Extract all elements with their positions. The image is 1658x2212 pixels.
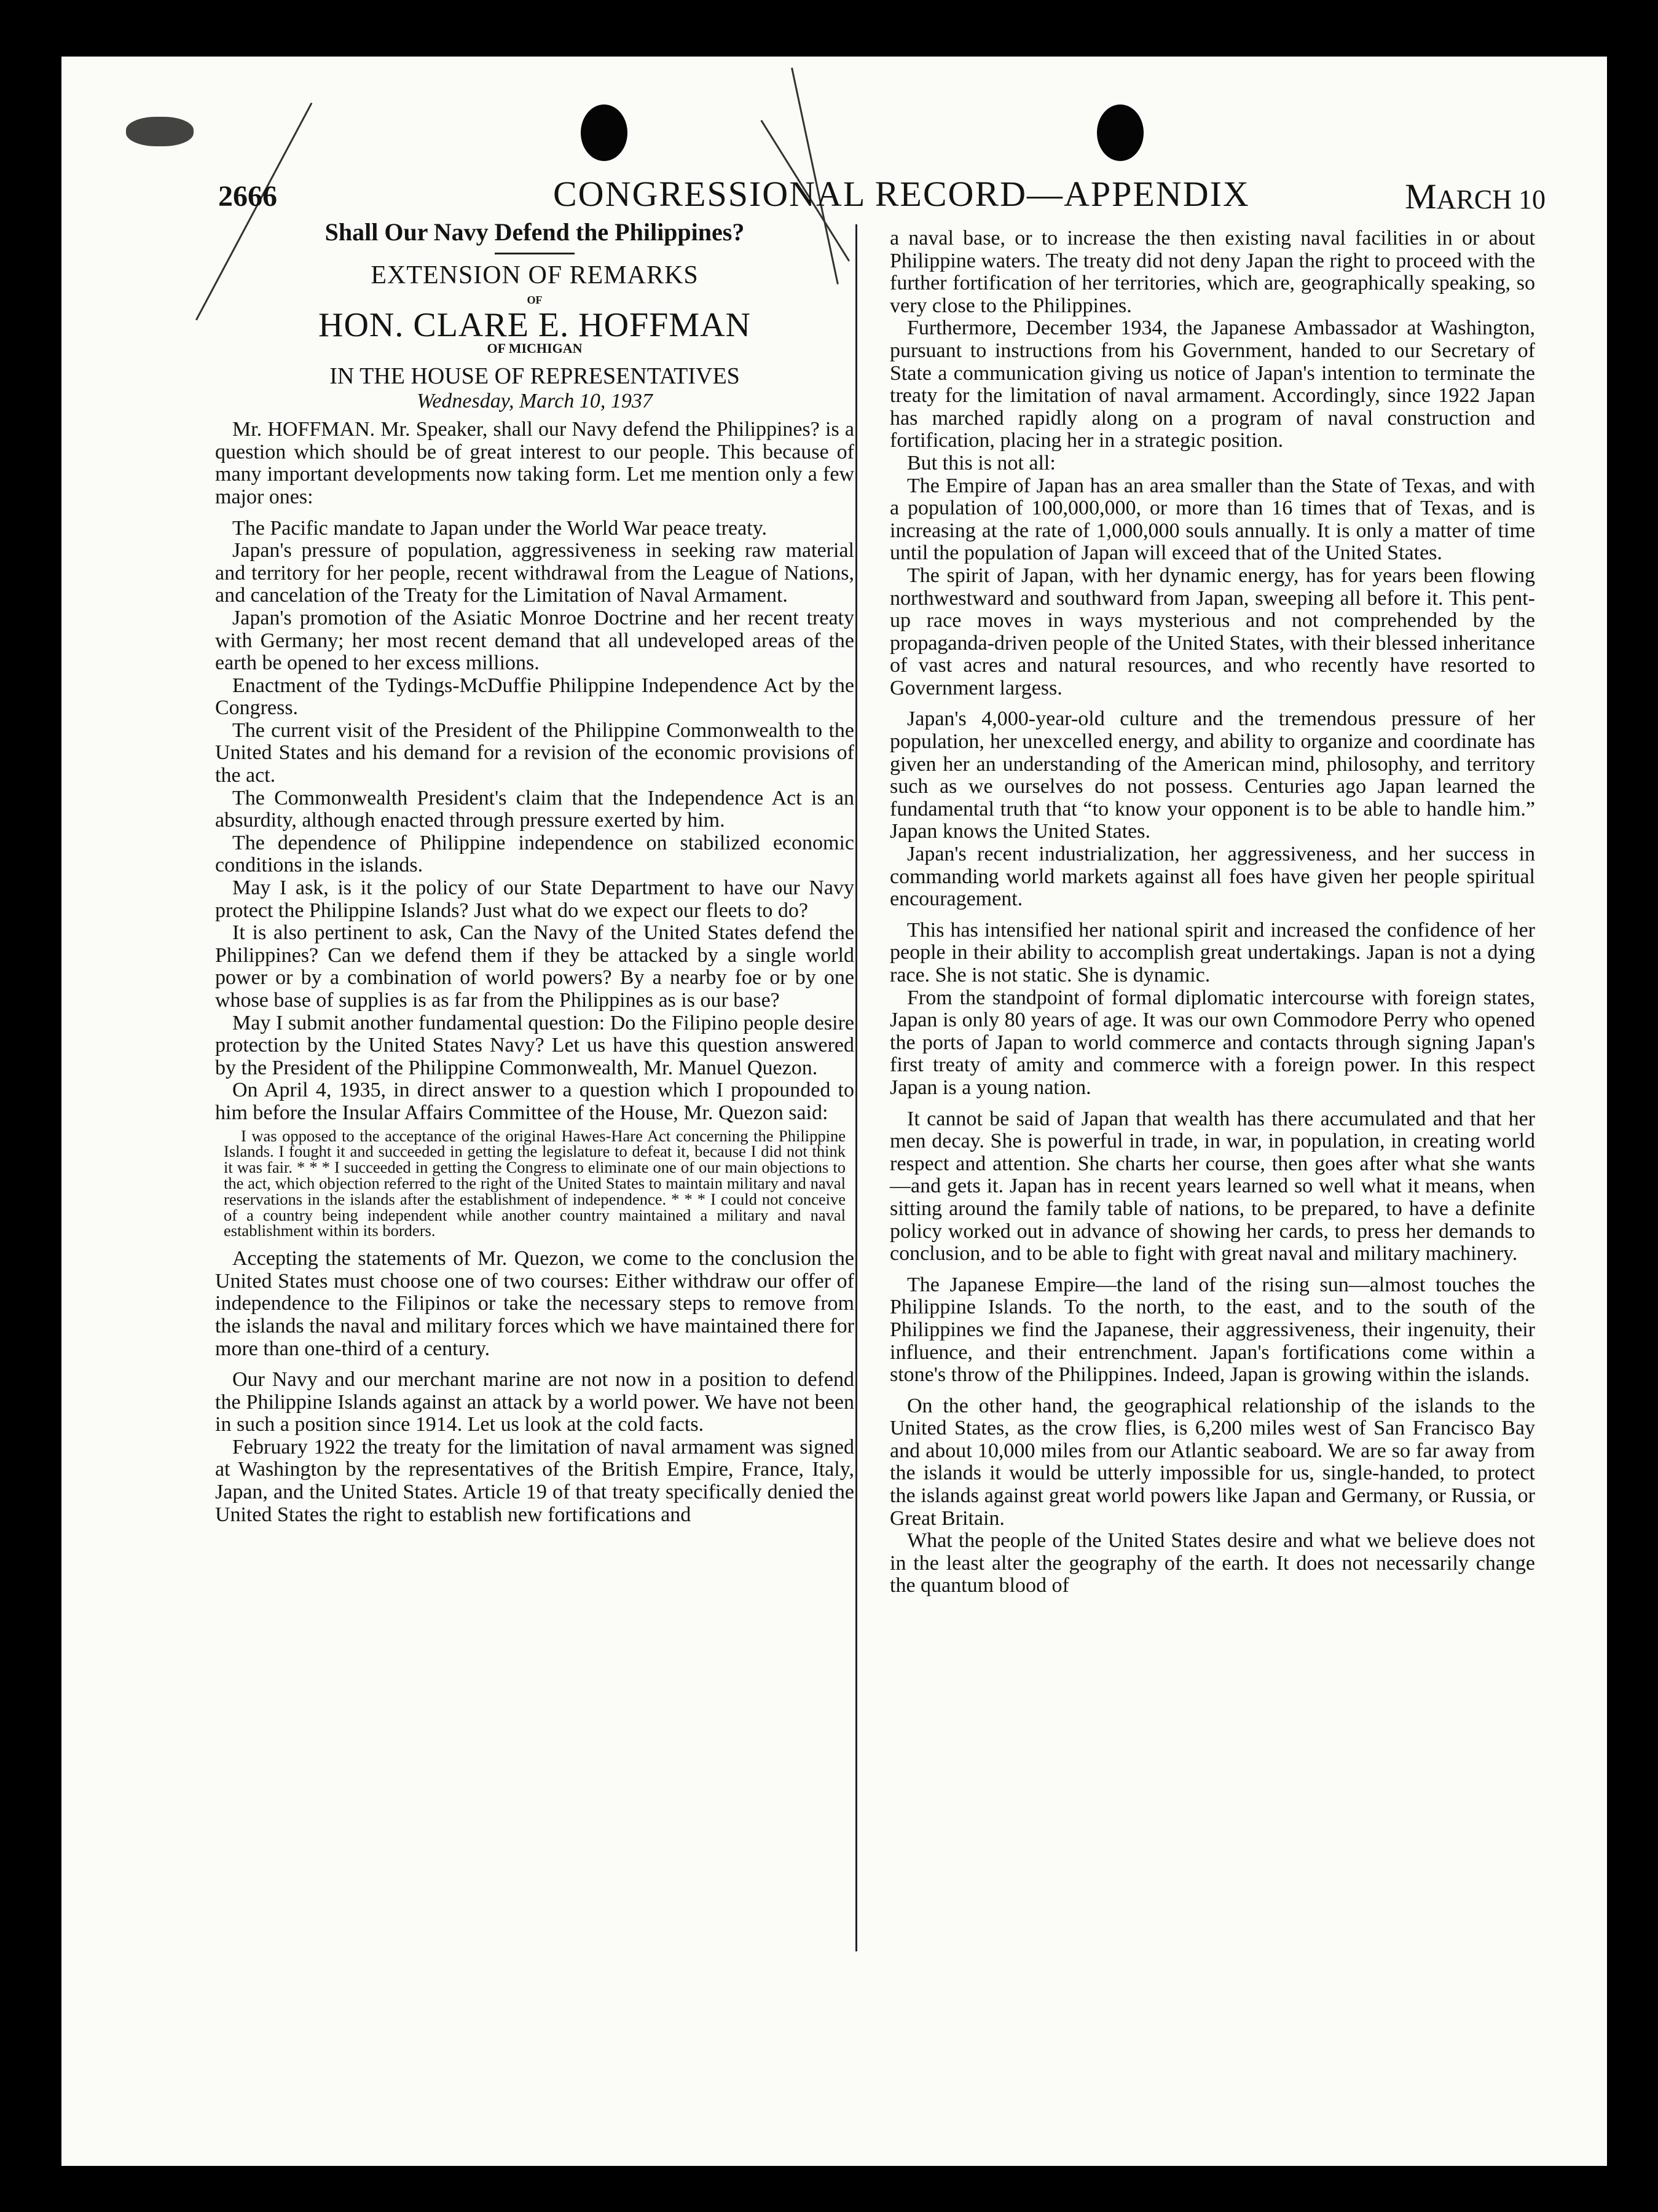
paragraph: Japan's recent industrialization, her aggressiveness, and her success in commanding world markets against all foes have given her people spiritual encouragement.	[890, 843, 1535, 911]
member-name: HON. CLARE E. HOFFMAN	[318, 305, 751, 344]
paragraph: The Commonwealth President's claim that the Independence Act is an absurdity, although enacted through pressure exerted by him.	[215, 786, 854, 832]
chamber-heading: IN THE HOUSE OF REPRESENTATIVES	[329, 363, 740, 389]
paragraph: Japan's pressure of population, aggressiveness in seeking raw material and territory for her people, recent withdrawal from the League of Nations, and cancelation of the Treaty for the Limitation of Naval Armament.	[215, 539, 854, 607]
punch-hole	[1097, 104, 1144, 161]
speech-date: Wednesday, March 10, 1937	[417, 389, 653, 412]
paragraph: The Pacific mandate to Japan under the World War peace treaty.	[232, 516, 767, 540]
paragraph: But this is not all:	[907, 451, 1056, 474]
article-title: Shall Our Navy Defend the Philippines?	[324, 218, 745, 246]
paragraph: May I ask, is it the policy of our State Department to have our Navy protect the Philippine Islands? Just what do we expect our fleets to do?	[215, 876, 854, 922]
running-head: CONGRESSIONAL RECORD—APPENDIX	[553, 174, 1250, 214]
paragraph: May I submit another fundamental question: Do the Filipino people desire protection by the United States Navy? Let us have this question answered by the President of the Philippine Commonwealth, Mr. Manuel Quezon.	[215, 1011, 854, 1079]
paragraph: Japan's 4,000-year-old culture and the tremendous pressure of her population, her unexcelled energy, and ability to organize and coordinate has given her an understanding of the American mind, philosophy, and territory such as we ourselves do not possess. Centuries ago Japan learned the fundamental truth that “to know your opponent is to be able to handle him.” Japan knows the United States.	[890, 707, 1535, 843]
paragraph: Enactment of the Tydings-McDuffie Philippine Independence Act by the Congress.	[215, 674, 854, 720]
paragraph: Japan's promotion of the Asiatic Monroe Doctrine and her recent treaty with Germany; her most recent demand that all undeveloped areas of the earth be opened to her excess millions.	[215, 606, 854, 675]
extension-heading: EXTENSION OF REMARKS	[371, 261, 699, 289]
member-state: OF MICHIGAN	[487, 340, 583, 356]
paragraph: Our Navy and our merchant marine are not now in a position to defend the Philippine Islands against an attack by a world power. We have not been in such a position since 1914. Let us look at the cold facts.	[215, 1368, 854, 1436]
right-column	[890, 227, 1535, 1597]
column-divider	[855, 224, 857, 1951]
punch-hole	[581, 104, 627, 161]
paragraph: The current visit of the President of the Philippine Commonwealth to the United States and his demand for a revision of the economic provisions of the act.	[215, 718, 854, 787]
title-rule	[495, 253, 575, 254]
paragraph: It cannot be said of Japan that wealth has there accumulated and that her men decay. She is powerful in trade, in war, in population, in creating world respect and attention. She charts her course, then goes after what she wants—and gets it. Japan has in recent years learned so well what it means, when sitting around the family table of nations, to be prepared, to have a definite policy worked out in advance of showing her cards, to press her demands to conclusion, and to be able to fight with great naval and military machinery.	[890, 1107, 1535, 1265]
paragraph: On April 4, 1935, in direct answer to a question which I propounded to him before the Insular Affairs Committee of the House, Mr. Quezon said:	[215, 1079, 854, 1124]
paragraph: What the people of the United States desire and what we believe does not in the least alter the geography of the earth. It does not necessarily change the quantum blood of	[890, 1529, 1535, 1597]
paragraph: This has intensified her national spirit and increased the confidence of her people in their ability to accomplish great undertakings. Japan is not a dying race. She is not static. She is dynamic.	[890, 918, 1535, 986]
paragraph: The Japanese Empire—the land of the rising sun—almost touches the Philippine Islands. To the north, to the east, and to the south of the Philippines we find the Japanese, their aggressiveness, their ingenuity, their influence, and their entrenchment. Japan's fortifications come within a stone's throw of the Philippines. Indeed, Japan is growing within the islands.	[890, 1273, 1535, 1387]
paragraph: a naval base, or to increase the then existing naval facilities in or about Philippine waters. The treaty did not deny Japan the right to proceed with the further fortification of her territories, which are, geographically speaking, so very close to the Philippines.	[890, 227, 1535, 317]
ink-smudge	[126, 117, 194, 146]
header-date: MARCH 10	[1405, 176, 1546, 216]
paragraph: Mr. HOFFMAN. Mr. Speaker, shall our Navy defend the Philippines? is a question which should be of great interest to our people. This because of many important developments now taking form. Let me mention only a few major ones:	[215, 418, 854, 508]
paragraph: The Empire of Japan has an area smaller than the State of Texas, and with a population of 100,000,000, or more than 16 times that of Texas, and is increasing at the rate of 1,000,000 souls annually. It is only a matter of time until the population of Japan will exceed that of the United States.	[890, 474, 1535, 565]
paragraph: It is also pertinent to ask, Can the Navy of the United States defend the Philippines? Can we defend them if they be attacked by a single world power or by a combination of world powers? By a nearby foe or by one whose base of supplies is as far from the Philippines as is our base?	[215, 921, 854, 1012]
block-quote: I was opposed to the acceptance of the original Hawes-Hare Act concerning the Philippine Islands. I fought it and succeeded in getting the legislature to defeat it, because I did not think it was fair. * * * I succeeded in getting the Congress to eliminate one of our main objections to the act, which objection referred to the right of the United States to maintain military and naval reservations in the islands after the establishment of independence. * * * I could not conceive of a country being independent while another country maintained a military and naval establishment within its borders.	[224, 1126, 846, 1240]
paragraph: Accepting the statements of Mr. Quezon, we come to the conclusion the United States must choose one of two courses: Either withdraw our offer of independence to the Filipinos or take the necessary steps to remove from the islands the naval and military forces which we have maintained there for more than one-third of a century.	[215, 1247, 854, 1360]
of-label: OF	[527, 294, 543, 307]
paragraph: The spirit of Japan, with her dynamic energy, has for years been flowing northwestward and southward from Japan, sweeping all before it. This pent-up race moves in ways mysterious and not comprehended by the propaganda-driven people of the United States, with their blessed inheritance of vast acres and natural resources, and who recently have resorted to Government largess.	[890, 564, 1535, 699]
paragraph: From the standpoint of formal diplomatic intercourse with foreign states, Japan is only 80 years of age. It was our own Commodore Perry who opened the ports of Japan to world commerce and contacts through signing Japan's first treaty of amity and commerce with a foreign power. In this respect Japan is a young nation.	[890, 986, 1535, 1099]
paragraph: The dependence of Philippine independence on stabilized economic conditions in the islands.	[215, 831, 854, 877]
page-number: 2666	[218, 180, 277, 213]
paragraph: Furthermore, December 1934, the Japanese Ambassador at Washington, pursuant to instructions from his Government, handed to our Secretary of State a communication giving us notice of Japan's intention to terminate the treaty for the limitation of naval armament. Accordingly, since 1922 Japan has marched rapidly along on a program of naval construction and fortification, placing her in a strategic position.	[890, 317, 1535, 452]
paragraph: On the other hand, the geographical relationship of the islands to the United States, as the crow flies, is 6,200 miles west of San Francisco Bay and about 10,000 miles from our Atlantic seaboard. We are so far away from the islands it would be utterly impossible for us, single-handed, to protect the islands against great world powers like Japan and Germany, or Russia, or Great Britain.	[890, 1394, 1535, 1530]
paragraph: February 1922 the treaty for the limitation of naval armament was signed at Washington by the representatives of the British Empire, France, Italy, Japan, and the United States. Article 19 of that treaty specifically denied the United States the right to establish new fortifications and	[215, 1435, 854, 1526]
left-column	[215, 215, 854, 1526]
